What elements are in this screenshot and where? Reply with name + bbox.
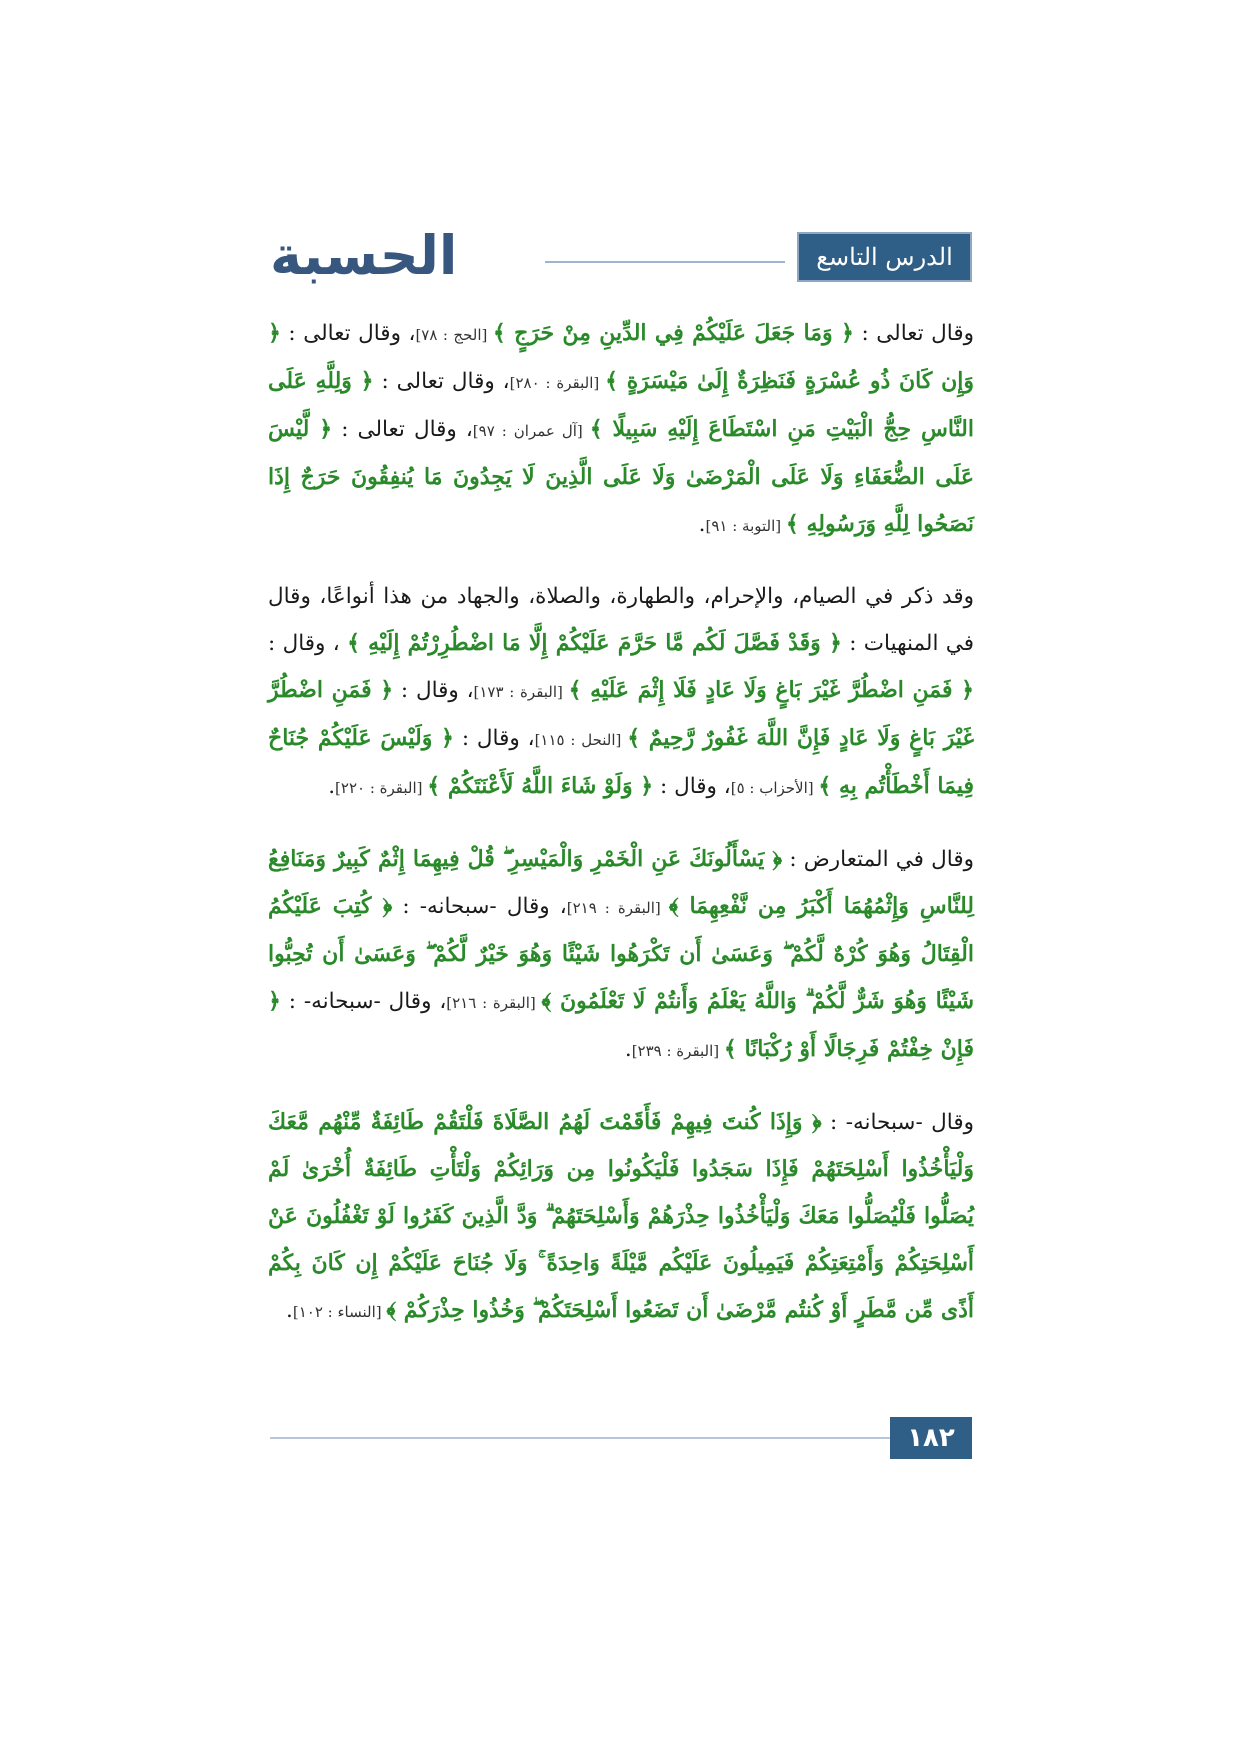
paragraph (268, 836, 974, 1074)
verse-reference: [البقرة : ٢١٦] (446, 994, 542, 1012)
quran-verse: ﴿ فَإِنْ خِفْتُمْ فَرِجَالًا أَوْ رُكْبَانًا ﴾ (268, 988, 974, 1062)
paragraph (268, 574, 974, 811)
verse-reference: [آل عمران : ٩٧] (472, 422, 590, 440)
body-text: ، وقال -سبحانه- : (280, 989, 447, 1014)
body-text: وقال تعالى : (853, 321, 974, 346)
quran-verse: ﴿ وَمَا جَعَلَ عَلَيْكُمْ فِي الدِّينِ مِنْ حَرَجٍ ﴾ (492, 320, 854, 346)
body-text: ، وقال -سبحانه- : (392, 894, 567, 919)
verse-reference: [التوبة : ٩١] (705, 517, 786, 535)
body-text: ، وقال : (653, 774, 731, 799)
paragraph (268, 1099, 974, 1335)
verse-reference: [الحج : ٧٨] (415, 326, 493, 344)
body-text: ، وقال تعالى : (332, 417, 473, 442)
quran-verse: ﴿ يَسْأَلُونَكَ عَنِ الْخَمْرِ وَالْمَيْسِرِ ۖ قُلْ فِيهِمَا إِثْمٌ كَبِيرٌ وَمَنَافِعُ لِلنَّاسِ وَإِثْمُهُمَا أَكْبَرُ مِن نَّفْعِهِمَا ﴾ (268, 846, 974, 919)
verse-reference: [البقرة : ١٧٣] (473, 683, 569, 701)
verse-reference: [النساء : ١٠٢] (292, 1303, 387, 1321)
body-text: ، وقال : (268, 631, 348, 656)
paragraph (268, 310, 974, 549)
body-text: وقال -سبحانه- : (821, 1110, 974, 1135)
body-text: ، وقال : (393, 678, 474, 703)
body-text: ، وقال تعالى : (280, 321, 416, 346)
page-header (270, 224, 972, 287)
verse-reference: [الأحزاب : ٥] (730, 779, 819, 797)
body-text: . (624, 1037, 632, 1062)
quran-verse: ﴿ وَإِن كَانَ ذُو عُسْرَةٍ فَنَظِرَةٌ إِلَىٰ مَيْسَرَةٍ ﴾ (268, 320, 974, 394)
verse-reference: [البقرة : ٢٣٩] (631, 1042, 724, 1060)
body-text: ، وقال : (453, 726, 535, 751)
quran-verse: ﴿ وَإِذَا كُنتَ فِيهِمْ فَأَقَمْتَ لَهُمُ الصَّلَاةَ فَلْتَقُمْ طَائِفَةٌ مِّنْهُم مَّعَكَ وَلْيَأْخُذُوا أَسْلِحَتَهُمْ فَإِذَا سَجَدُوا فَلْيَكُونُوا مِن وَرَائِكُمْ وَلْتَأْتِ طَائِفَةٌ أُخْرَىٰ لَمْ يُصَلُّوا فَلْيُصَلُّوا مَعَكَ وَلْيَأْخُذُوا حِذْرَهُمْ وَأَسْلِحَتَهُمْ ۗ وَدَّ الَّذِينَ كَفَرُوا لَوْ تَغْفُلُونَ عَنْ أَسْلِحَتِكُمْ وَأَمْتِعَتِكُمْ فَيَمِيلُونَ عَلَيْكُم مَّيْلَةً وَاحِدَةً ۚ وَلَا جُنَاحَ عَلَيْكُمْ إِن كَانَ بِكُمْ أَذًى مِّن مَّطَرٍ أَوْ كُنتُم مَّرْضَىٰ أَن تَضَعُوا أَسْلِحَتَكُمْ ۖ وَخُذُوا حِذْرَكُمْ ﴾ (268, 1109, 974, 1323)
verse-reference: [النحل : ١١٥] (534, 731, 628, 749)
body-text: وقال في المتعارض : (782, 847, 974, 872)
quran-verse: ﴿ فَمَنِ اضْطُرَّ غَيْرَ بَاغٍ وَلَا عَادٍ فَإِنَّ اللَّهَ غَفُورٌ رَّحِيمٌ ﴾ (268, 677, 975, 751)
body-text: وقد ذكر في الصيام، والإحرام، والطهارة، والصلاة، والجهاد من هذا أنواعًا، وقال في المنهيات : (268, 584, 975, 656)
body-text: ، وقال تعالى : (373, 369, 510, 394)
quran-verse: ﴿ وَلَيْسَ عَلَيْكُمْ جُنَاحٌ فِيمَا أَخْطَأْتُم بِهِ ﴾ (268, 725, 974, 799)
quran-verse: ﴿ وَلَوْ شَاءَ اللَّهُ لَأَعْنَتَكُمْ ﴾ (427, 773, 654, 799)
header-divider (545, 261, 785, 263)
verse-reference: [البقرة : ٢٨٠] (509, 374, 606, 392)
verse-reference: [البقرة : ٢١٩] (566, 899, 669, 917)
book-title: الحسبة (270, 224, 458, 287)
quran-verse: ﴿ وَقَدْ فَصَّلَ لَكُم مَّا حَرَّمَ عَلَيْكُمْ إِلَّا مَا اضْطُرِرْتُمْ إِلَيْهِ ﴾ (347, 630, 842, 656)
quran-verse: ﴿ كُتِبَ عَلَيْكُمُ الْقِتَالُ وَهُوَ كُرْهٌ لَّكُمْ ۖ وَعَسَىٰ أَن تَكْرَهُوا شَيْئًا وَهُوَ خَيْرٌ لَّكُمْ ۖ وَعَسَىٰ أَن تُحِبُّوا شَيْئًا وَهُوَ شَرٌّ لَّكُمْ ۗ وَاللَّهُ يَعْلَمُ وَأَنتُمْ لَا تَعْلَمُونَ ﴾ (268, 893, 975, 1014)
verse-reference: [البقرة : ٢٢٠] (335, 779, 428, 797)
body-text: . (286, 1298, 293, 1323)
body-text: . (698, 512, 706, 537)
page-number: ١٨٢ (890, 1417, 972, 1459)
quran-verse: ﴿ لَّيْسَ عَلَى الضُّعَفَاءِ وَلَا عَلَى الْمَرْضَىٰ وَلَا عَلَى الَّذِينَ لَا يَجِدُونَ مَا يُنفِقُونَ حَرَجٌ إِذَا نَصَحُوا لِلَّهِ وَرَسُولِهِ ﴾ (268, 416, 974, 537)
footer-divider (270, 1437, 890, 1439)
quran-verse: ﴿ فَمَنِ اضْطُرَّ غَيْرَ بَاغٍ وَلَا عَادٍ فَلَا إِثْمَ عَلَيْهِ ﴾ (568, 677, 974, 703)
lesson-badge: الدرس التاسع (797, 232, 972, 282)
body-text: . (328, 774, 336, 799)
page-body (268, 310, 974, 1360)
quran-verse: ﴿ وَلِلَّهِ عَلَى النَّاسِ حِجُّ الْبَيْتِ مَنِ اسْتَطَاعَ إِلَيْهِ سَبِيلًا ﴾ (268, 368, 974, 442)
